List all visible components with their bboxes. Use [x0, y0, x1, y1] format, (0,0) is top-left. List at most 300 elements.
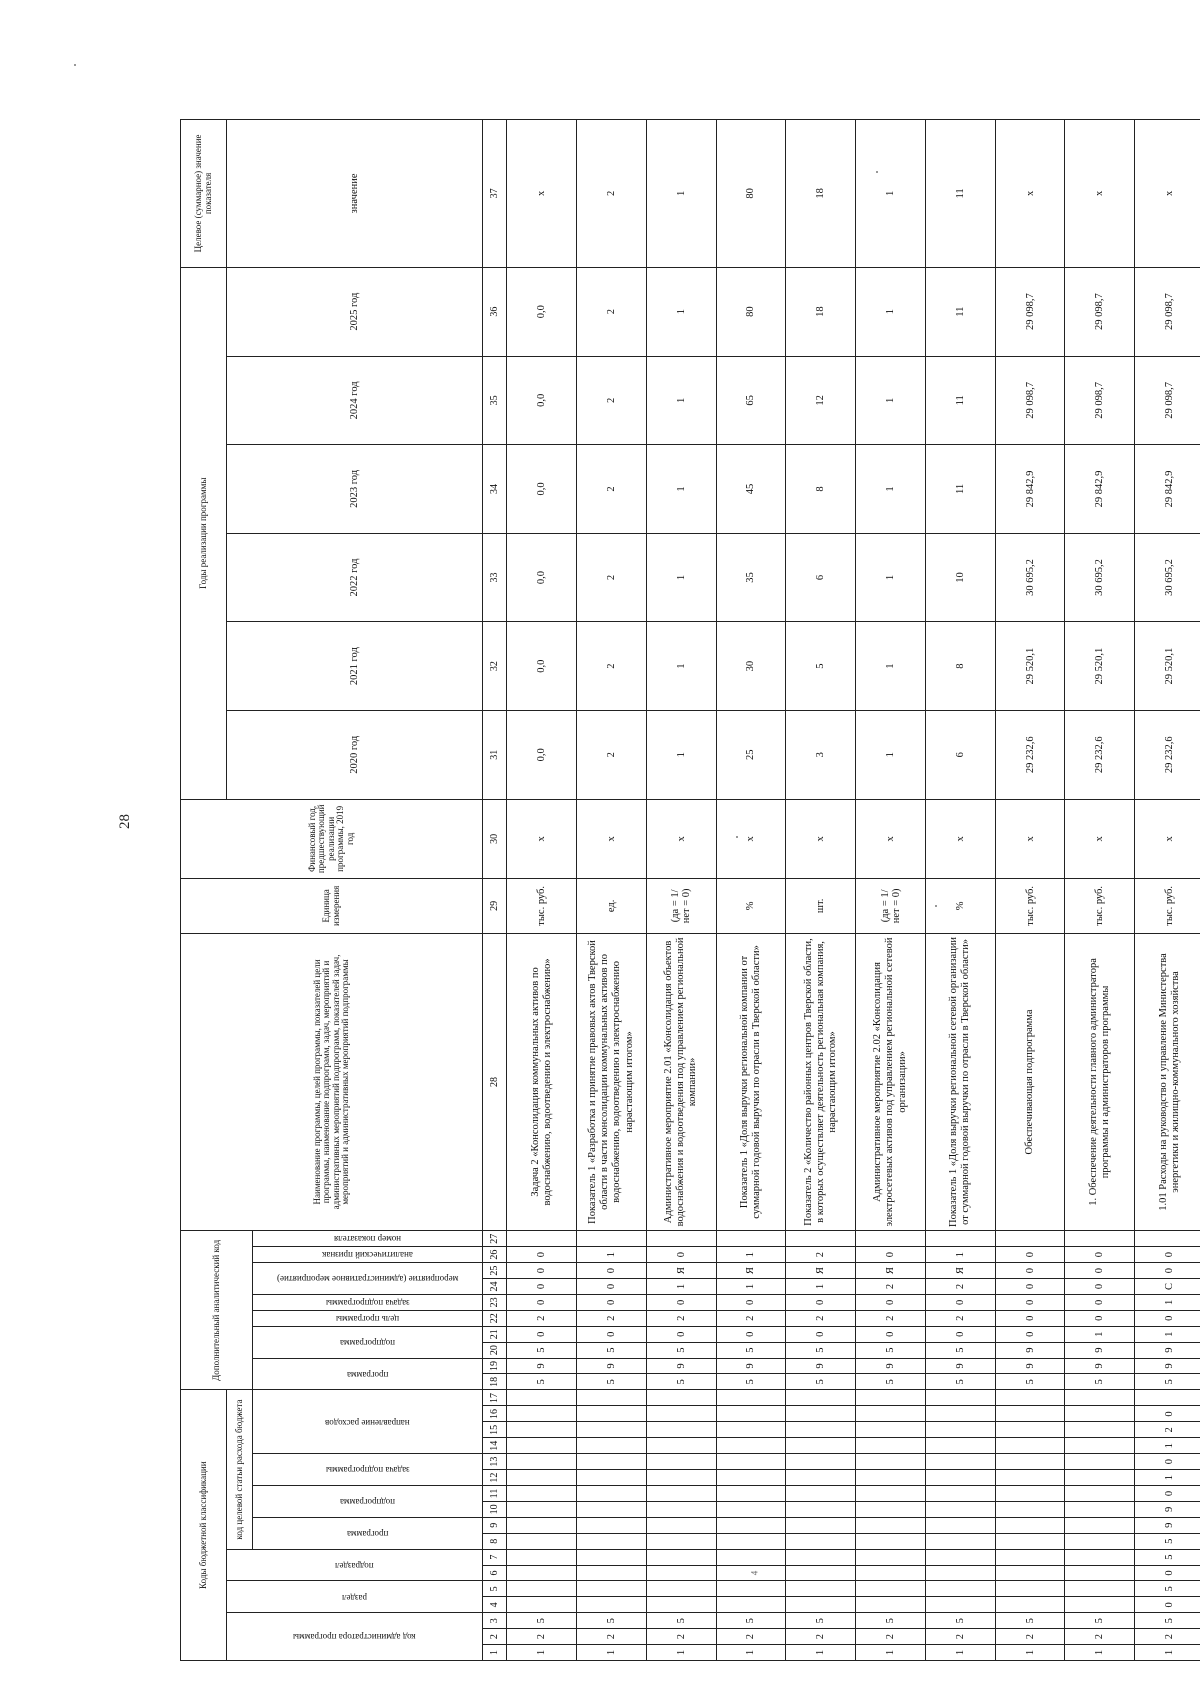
code-cell: 9: [925, 1358, 995, 1374]
year-value-cell: 0,0: [507, 710, 577, 799]
code-cell: 5: [507, 1342, 577, 1358]
code-cell: 5: [1065, 1374, 1135, 1390]
code-cell: [995, 1454, 1065, 1470]
column-number-cell: 6: [483, 1565, 507, 1581]
code-cell: [856, 1422, 926, 1438]
code-cell: [646, 1533, 716, 1549]
table-row: [716, 120, 786, 1661]
code-cell: 5: [995, 1374, 1065, 1390]
code-cell: 5: [925, 1374, 995, 1390]
code-cell: 0: [577, 1263, 647, 1279]
code-cell: 1: [577, 1247, 647, 1263]
code-cell: [925, 1406, 995, 1422]
year-value-cell: 0,0: [507, 356, 577, 445]
code-cell: [1065, 1454, 1135, 1470]
name-col-header: Наименование программы, целей программы, показателей цели программы, наименование подпрограмм, задач, мероприятий и административных мероприятий подпрограмм, показателей задач, мероприятий и административных мероприятий подпрограммы: [181, 933, 483, 1231]
table-row: [995, 120, 1065, 1661]
code-cell: [856, 1597, 926, 1613]
code-cell: [925, 1533, 995, 1549]
year-value-cell: 6: [925, 710, 995, 799]
year-value-cell: 3: [786, 710, 856, 799]
unit-cell: тыс. руб.: [1135, 879, 1200, 934]
add-task-label: задача подпрограммы: [325, 1298, 410, 1309]
code-cell: 2: [925, 1629, 995, 1645]
code-cell: 9: [577, 1358, 647, 1374]
code-cell: 5: [646, 1613, 716, 1629]
code-cell: [995, 1501, 1065, 1517]
code-cell: [786, 1581, 856, 1597]
code-cell: [786, 1231, 856, 1247]
code-cell: [856, 1565, 926, 1581]
code-cell: [1065, 1533, 1135, 1549]
code-cell: 0: [1065, 1310, 1135, 1326]
code-cell: [507, 1438, 577, 1454]
column-number-cell: 1: [483, 1645, 507, 1661]
row-name-cell: Административное мероприятие 2.01 «Консолидация объектов водоснабжения и водоотведения под управлением региональной компании»: [646, 933, 716, 1231]
code-cell: 2: [716, 1629, 786, 1645]
year-value-cell: 1: [646, 622, 716, 711]
code-cell: 0: [1135, 1486, 1200, 1502]
year-value-cell: 29 520,1: [1065, 622, 1135, 711]
code-cell: 0: [1135, 1247, 1200, 1263]
column-number-cell: 5: [483, 1581, 507, 1597]
code-cell: 5: [1065, 1613, 1135, 1629]
row-name-cell: 1.01 Расходы на руководство и управление Министерства энергетики и жилищно-коммунального хозяйства: [1135, 933, 1200, 1231]
target-value-header: значение: [227, 120, 483, 268]
code-cell: [856, 1533, 926, 1549]
code-cell: 2: [786, 1629, 856, 1645]
code-cell: 1: [786, 1279, 856, 1295]
code-cell: 0: [716, 1326, 786, 1342]
code-cell: 2: [577, 1629, 647, 1645]
code-cell: [646, 1231, 716, 1247]
code-cell: [925, 1390, 995, 1406]
add-program-label: программа: [347, 1369, 389, 1380]
year-value-cell: 1: [856, 445, 926, 534]
column-number-cell: 13: [483, 1454, 507, 1470]
code-cell: [995, 1549, 1065, 1565]
code-cell: [856, 1486, 926, 1502]
column-number-cell: 33: [483, 533, 507, 622]
code-cell: [716, 1517, 786, 1533]
column-number-cell: 30: [483, 799, 507, 879]
code-cell: [507, 1597, 577, 1613]
code-cell: [716, 1406, 786, 1422]
code-cell: [995, 1565, 1065, 1581]
year-value-cell: 30 695,2: [1065, 533, 1135, 622]
code-cell: 0: [925, 1326, 995, 1342]
code-cell: 2: [1065, 1629, 1135, 1645]
column-number-cell: 12: [483, 1470, 507, 1486]
add-subprogram-label: подпрограмма: [340, 1337, 396, 1348]
code-cell: 2: [856, 1279, 926, 1295]
year-value-cell: 1: [646, 445, 716, 534]
admin-code-header: [227, 1613, 483, 1661]
code-cell: 0: [1135, 1454, 1200, 1470]
code-cell: [646, 1517, 716, 1533]
code-cell: 0: [995, 1247, 1065, 1263]
code-cell: 0: [1135, 1263, 1200, 1279]
code-cell: [786, 1438, 856, 1454]
target-value-cell: 2: [577, 120, 647, 268]
code-cell: [507, 1486, 577, 1502]
row-name-cell: Показатель 1 «Доля выручки региональной сетевой организации от суммарной годовой выручки по отрасли в Тверской области»: [925, 933, 995, 1231]
code-cell: 0: [507, 1279, 577, 1295]
code-cell: 9: [507, 1358, 577, 1374]
fin-year-cell: x: [577, 799, 647, 879]
column-number-cell: 24: [483, 1279, 507, 1295]
year-value-cell: 25: [716, 710, 786, 799]
column-number-cell: 32: [483, 622, 507, 711]
code-cell: [716, 1422, 786, 1438]
unit-cell: ед.: [577, 879, 647, 934]
code-cell: [856, 1390, 926, 1406]
code-cell: [1065, 1231, 1135, 1247]
code-cell: 2: [995, 1629, 1065, 1645]
code-cell: 5: [1135, 1549, 1200, 1565]
code-cell: 5: [507, 1374, 577, 1390]
code-cell: [1065, 1486, 1135, 1502]
code-cell: [995, 1486, 1065, 1502]
code-cell: [577, 1565, 647, 1581]
year-value-cell: 0,0: [507, 445, 577, 534]
code-cell: 2: [577, 1310, 647, 1326]
year-value-cell: 29 098,7: [1065, 267, 1135, 356]
code-cell: 5: [856, 1613, 926, 1629]
fin-year-cell: x: [716, 799, 786, 879]
code-cell: [646, 1597, 716, 1613]
unit-cell: %: [925, 879, 995, 934]
row-name-cell: 1. Обеспечение деятельности главного администратора программы и администраторов программы: [1065, 933, 1135, 1231]
year-value-cell: 29 098,7: [995, 356, 1065, 445]
code-cell: [507, 1549, 577, 1565]
target-value-cell: 18: [786, 120, 856, 268]
column-number-cell: 14: [483, 1438, 507, 1454]
page-number: 28: [117, 814, 133, 829]
code-cell: 0: [577, 1279, 647, 1295]
column-number-cell: 22: [483, 1310, 507, 1326]
code-cell: 1: [646, 1279, 716, 1295]
code-cell: [856, 1581, 926, 1597]
code-cell: 9: [646, 1358, 716, 1374]
code-cell: 2: [925, 1279, 995, 1295]
code-cell: [925, 1517, 995, 1533]
unit-cell: (да = 1/ нет = 0): [646, 879, 716, 934]
fin-year-cell: x: [856, 799, 926, 879]
table-row: [1065, 120, 1135, 1661]
code-cell: [507, 1517, 577, 1533]
code-cell: 0: [1135, 1406, 1200, 1422]
code-cell: [507, 1533, 577, 1549]
code-cell: 5: [577, 1374, 647, 1390]
code-cell: [995, 1581, 1065, 1597]
year-value-cell: 1: [646, 267, 716, 356]
code-cell: [1065, 1422, 1135, 1438]
code-cell: [577, 1454, 647, 1470]
code-cell: [577, 1486, 647, 1502]
column-number-cell: 18: [483, 1374, 507, 1390]
code-cell: 5: [786, 1374, 856, 1390]
year-2020-header: 2020 год: [227, 710, 483, 799]
code-cell: 1: [1065, 1645, 1135, 1661]
target-item-code-header: код целевой статьи расхода бюджета: [227, 1390, 253, 1549]
add-event-header: [253, 1263, 483, 1295]
year-value-cell: 6: [786, 533, 856, 622]
code-cell: 5: [646, 1342, 716, 1358]
target-group-header: Целевое (суммарное) значение показателя: [181, 120, 227, 268]
code-cell: 2: [646, 1629, 716, 1645]
program-header: [253, 1517, 483, 1549]
code-cell: 1: [1135, 1438, 1200, 1454]
year-value-cell: 80: [716, 267, 786, 356]
row-name-cell: Задача 2 «Консолидация коммунальных активов по водоснабжению, водоотведению и электроснабжению»: [507, 933, 577, 1231]
subsection-header: [227, 1549, 483, 1581]
code-cell: 9: [716, 1358, 786, 1374]
subsection-label: подраздел: [335, 1560, 374, 1571]
code-cell: 2: [786, 1310, 856, 1326]
code-cell: [925, 1549, 995, 1565]
code-cell: 0: [1065, 1247, 1135, 1263]
year-value-cell: 0,0: [507, 267, 577, 356]
code-cell: 5: [995, 1613, 1065, 1629]
fin-year-cell: x: [1135, 799, 1200, 879]
column-number-cell: 29: [483, 879, 507, 934]
code-cell: [995, 1390, 1065, 1406]
code-cell: [507, 1231, 577, 1247]
code-cell: 0: [786, 1326, 856, 1342]
year-value-cell: 1: [856, 267, 926, 356]
code-cell: 5: [1135, 1581, 1200, 1597]
code-cell: 9: [1065, 1342, 1135, 1358]
code-cell: [577, 1390, 647, 1406]
year-value-cell: 35: [716, 533, 786, 622]
code-cell: 0: [577, 1326, 647, 1342]
code-cell: Я: [646, 1263, 716, 1279]
code-cell: [646, 1438, 716, 1454]
year-value-cell: 18: [786, 267, 856, 356]
code-cell: 5: [856, 1342, 926, 1358]
row-name-cell: Показатель 1 «Разработка и принятие правовых актов Тверской области в части консолидации коммунальных активов по водоснабжению, водоотведению и электроснабжению нарастающим итогом»: [577, 933, 647, 1231]
year-value-cell: 10: [925, 533, 995, 622]
code-cell: 0: [856, 1294, 926, 1310]
year-value-cell: 11: [925, 267, 995, 356]
fin-year-cell: x: [786, 799, 856, 879]
code-cell: [646, 1565, 716, 1581]
code-cell: [716, 1597, 786, 1613]
unit-cell: шт.: [786, 879, 856, 934]
code-cell: [577, 1422, 647, 1438]
code-cell: 0: [1065, 1279, 1135, 1295]
target-value-cell: 1: [856, 120, 926, 268]
year-value-cell: 29 232,6: [1135, 710, 1200, 799]
code-cell: [925, 1454, 995, 1470]
code-cell: [1065, 1597, 1135, 1613]
code-cell: [995, 1597, 1065, 1613]
code-cell: 1: [1065, 1326, 1135, 1342]
unit-col-header: Единица измерения: [181, 879, 483, 934]
subprogram-header: [253, 1486, 483, 1518]
code-cell: [507, 1406, 577, 1422]
expense-direction-label: направление расходов: [325, 1417, 411, 1428]
year-2021-header: 2021 год: [227, 622, 483, 711]
code-cell: [716, 1549, 786, 1565]
column-number-cell: 23: [483, 1294, 507, 1310]
code-cell: [716, 1501, 786, 1517]
code-cell: 0: [507, 1326, 577, 1342]
code-cell: 5: [856, 1374, 926, 1390]
target-value-cell: x: [507, 120, 577, 268]
column-number-cell: 27: [483, 1231, 507, 1247]
code-cell: 0: [1135, 1597, 1200, 1613]
add-indicator-no-label: номер показателя: [334, 1234, 402, 1245]
code-cell: [1065, 1501, 1135, 1517]
add-goal-header: [253, 1310, 483, 1326]
code-cell: 1: [856, 1645, 926, 1661]
code-cell: 1: [925, 1247, 995, 1263]
code-cell: 0: [646, 1247, 716, 1263]
unit-cell: тыс. руб.: [1065, 879, 1135, 934]
year-value-cell: 45: [716, 445, 786, 534]
year-value-cell: 65: [716, 356, 786, 445]
code-cell: [1065, 1406, 1135, 1422]
code-cell: 0: [995, 1326, 1065, 1342]
table-row: [925, 120, 995, 1661]
code-cell: [925, 1231, 995, 1247]
year-value-cell: 29 842,9: [1065, 445, 1135, 534]
year-value-cell: 1: [856, 533, 926, 622]
code-cell: [856, 1406, 926, 1422]
code-cell: [507, 1454, 577, 1470]
code-cell: [925, 1422, 995, 1438]
code-cell: 5: [925, 1342, 995, 1358]
unit-cell: %: [716, 879, 786, 934]
column-number-cell: 34: [483, 445, 507, 534]
code-cell: [856, 1517, 926, 1533]
code-cell: [646, 1470, 716, 1486]
code-cell: [577, 1533, 647, 1549]
code-cell: 5: [786, 1613, 856, 1629]
code-cell: [856, 1231, 926, 1247]
code-cell: 0: [507, 1294, 577, 1310]
code-cell: [1065, 1549, 1135, 1565]
code-cell: 2: [856, 1310, 926, 1326]
year-value-cell: 2: [577, 533, 647, 622]
code-cell: 1: [995, 1645, 1065, 1661]
year-value-cell: 12: [786, 356, 856, 445]
fin-year-cell: x: [925, 799, 995, 879]
fin-year-cell: x: [1065, 799, 1135, 879]
row-name-cell: Показатель 1 «Доля выручки региональной компании от суммарной годовой выручки по отрасли в Тверской области»: [716, 933, 786, 1231]
column-number-cell: 19: [483, 1358, 507, 1374]
code-cell: 2: [507, 1629, 577, 1645]
code-cell: 1: [716, 1645, 786, 1661]
column-numbers: [483, 120, 507, 1661]
code-cell: 1: [1135, 1294, 1200, 1310]
program-table: [180, 119, 1200, 1661]
year-value-cell: 30 695,2: [1135, 533, 1200, 622]
year-value-cell: 5: [786, 622, 856, 711]
code-cell: 5: [1135, 1533, 1200, 1549]
year-value-cell: 8: [925, 622, 995, 711]
column-number-cell: 21: [483, 1326, 507, 1342]
code-cell: 9: [995, 1342, 1065, 1358]
row-name-cell: Обеспечивающая подпрограмма: [995, 933, 1065, 1231]
code-cell: 5: [716, 1342, 786, 1358]
code-cell: Я: [856, 1263, 926, 1279]
code-cell: 2: [786, 1247, 856, 1263]
add-indicator-no-header: [253, 1231, 483, 1247]
target-value-cell: 80: [716, 120, 786, 268]
code-cell: [716, 1231, 786, 1247]
code-cell: [925, 1597, 995, 1613]
code-cell: [786, 1454, 856, 1470]
code-cell: 0: [995, 1279, 1065, 1295]
code-cell: [646, 1486, 716, 1502]
code-cell: 0: [856, 1326, 926, 1342]
code-cell: [646, 1390, 716, 1406]
code-cell: 5: [786, 1342, 856, 1358]
code-cell: 0: [507, 1263, 577, 1279]
year-value-cell: 2: [577, 445, 647, 534]
code-cell: [925, 1486, 995, 1502]
target-value-cell: x: [1135, 120, 1200, 268]
code-cell: 1: [507, 1645, 577, 1661]
code-cell: 2: [716, 1310, 786, 1326]
code-cell: 1: [716, 1279, 786, 1295]
add-analytic-label: аналитический признак: [322, 1250, 414, 1261]
year-value-cell: 29 232,6: [1065, 710, 1135, 799]
code-cell: [577, 1438, 647, 1454]
section-label: раздел: [342, 1592, 368, 1603]
code-cell: [646, 1581, 716, 1597]
year-value-cell: 29 098,7: [1135, 356, 1200, 445]
code-cell: [1065, 1438, 1135, 1454]
code-cell: [507, 1422, 577, 1438]
year-value-cell: 2: [577, 622, 647, 711]
code-cell: [507, 1390, 577, 1406]
code-cell: [577, 1406, 647, 1422]
code-cell: 1: [786, 1645, 856, 1661]
code-cell: 0: [507, 1247, 577, 1263]
code-cell: [646, 1501, 716, 1517]
code-cell: [1065, 1565, 1135, 1581]
fin-year-cell: x: [995, 799, 1065, 879]
code-cell: [716, 1533, 786, 1549]
target-value-cell: 11: [925, 120, 995, 268]
code-cell: [577, 1517, 647, 1533]
column-number-cell: 16: [483, 1406, 507, 1422]
code-cell: [856, 1549, 926, 1565]
code-cell: [577, 1581, 647, 1597]
code-cell: [856, 1438, 926, 1454]
column-number-cell: 2: [483, 1629, 507, 1645]
code-cell: [716, 1565, 786, 1581]
code-cell: [507, 1470, 577, 1486]
code-cell: [786, 1517, 856, 1533]
code-cell: 2: [1135, 1629, 1200, 1645]
column-number-cell: 28: [483, 933, 507, 1231]
code-cell: 0: [646, 1294, 716, 1310]
target-value-cell: 1: [646, 120, 716, 268]
code-cell: 1: [1135, 1470, 1200, 1486]
code-cell: 9: [1135, 1501, 1200, 1517]
code-cell: [716, 1486, 786, 1502]
code-cell: [995, 1470, 1065, 1486]
code-cell: 1: [1135, 1326, 1200, 1342]
fin-year-col-header: Финансовый год, предшествующий реализации программы, 2019 год: [181, 799, 483, 879]
code-cell: 0: [1135, 1565, 1200, 1581]
column-number-cell: 31: [483, 710, 507, 799]
